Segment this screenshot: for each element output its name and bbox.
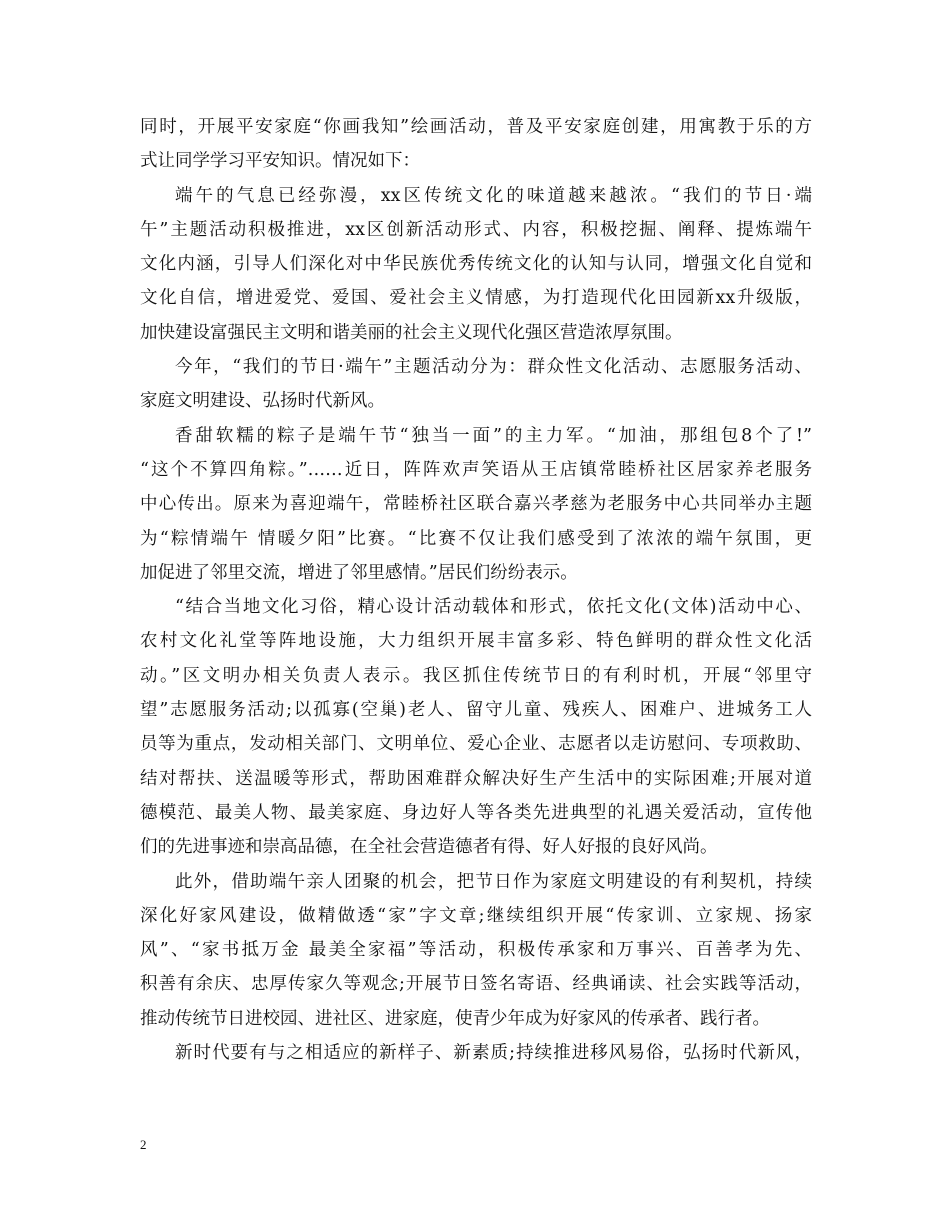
text-line: 风”、“家书抵万金 最美全家福”等活动，积极传承家和万事兴、百善孝为先、 bbox=[140, 940, 812, 961]
text-line: 员等为重点，发动相关部门、文明单位、爱心企业、志愿者以走访慰问、专项救助、 bbox=[140, 734, 812, 755]
text-line: 加促进了邻里交流，增进了邻里感情。”居民们纷纷表示。 bbox=[140, 562, 578, 583]
text-line: 式让同学学习平安知识。情况如下： bbox=[140, 151, 420, 172]
text-line: 文化自信，增进爱党、爱国、爱社会主义情感，为打造现代化田园新xx升级版， bbox=[140, 288, 812, 309]
text-line: 同时，开展平安家庭“你画我知”绘画活动，普及平安家庭创建，用寓教于乐的方 bbox=[140, 117, 812, 137]
paragraph bbox=[140, 350, 812, 419]
paragraph bbox=[140, 110, 812, 179]
paragraph bbox=[140, 590, 812, 864]
text-line: 深化好家风建设，做精做透“家”字文章;继续组织开展“传家训、立家规、扬家 bbox=[140, 905, 812, 926]
text-line: 新时代要有与之相适应的新样子、新素质;持续推进移风易俗，弘扬时代新风， bbox=[175, 1043, 812, 1064]
text-line: 农村文化礼堂等阵地设施，大力组织开展丰富多彩、特色鲜明的群众性文化活 bbox=[140, 631, 812, 652]
page-number: 2 bbox=[140, 1137, 147, 1152]
document-body bbox=[140, 110, 812, 1070]
text-line: 结对帮扶、送温暖等形式，帮助困难群众解决好生产生活中的实际困难;开展对道 bbox=[140, 768, 812, 789]
text-line: “这个不算四角粽。”……近日，阵阵欢声笑语从王店镇常睦桥社区居家养老服务 bbox=[140, 459, 812, 480]
text-line: 中心传出。原来为喜迎端午，常睦桥社区联合嘉兴孝慈为老服务中心共同举办主题 bbox=[140, 494, 812, 515]
text-line: 们的先进事迹和崇高品德，在全社会营造德者有得、好人好报的良好风尚。 bbox=[140, 837, 718, 858]
text-line: 香甜软糯的粽子是端午节“独当一面”的主力军。“加油，那组包8个了!” bbox=[175, 425, 812, 446]
text-line: 午”主题活动积极推进，xx区创新活动形式、内容，积极挖掘、阐释、提炼端午 bbox=[140, 219, 812, 240]
text-line: 今年，“我们的节日·端午”主题活动分为：群众性文化活动、志愿服务活动、 bbox=[175, 357, 812, 378]
text-line: 加快建设富强民主文明和谐美丽的社会主义现代化强区营造浓厚氛围。 bbox=[140, 322, 683, 343]
text-line: 文化内涵，引导人们深化对中华民族优秀传统文化的认知与认同，增强文化自觉和 bbox=[140, 254, 812, 275]
text-line: 德模范、最美人物、最美家庭、身边好人等各类先进典型的礼遇关爱活动，宣传他 bbox=[140, 802, 812, 823]
text-line: 推动传统节日进校园、进社区、进家庭，使青少年成为好家风的传承者、践行者。 bbox=[140, 1008, 770, 1029]
text-line: “结合当地文化习俗，精心设计活动载体和形式，依托文化(文体)活动中心、 bbox=[175, 597, 812, 618]
paragraph bbox=[140, 179, 812, 350]
text-line: 为“粽情端午 情暖夕阳”比赛。“比赛不仅让我们感受到了浓浓的端午氛围，更 bbox=[140, 528, 812, 549]
text-line: 此外，借助端午亲人团聚的机会，把节日作为家庭文明建设的有利契机，持续 bbox=[175, 871, 812, 892]
paragraph bbox=[140, 419, 812, 590]
paragraph bbox=[140, 1036, 812, 1070]
text-line: 动。”区文明办相关负责人表示。我区抓住传统节日的有利时机，开展“邻里守 bbox=[140, 665, 812, 686]
text-line: 家庭文明建设、弘扬时代新风。 bbox=[140, 391, 385, 412]
text-line: 端午的气息已经弥漫，xx区传统文化的味道越来越浓。“我们的节日·端 bbox=[175, 185, 812, 206]
text-line: 望”志愿服务活动;以孤寡(空巢)老人、留守儿童、残疾人、困难户、进城务工人 bbox=[140, 700, 812, 721]
paragraph bbox=[140, 865, 812, 1036]
text-line: 积善有余庆、忠厚传家久等观念;开展节日签名寄语、经典诵读、社会实践等活动， bbox=[140, 974, 812, 995]
